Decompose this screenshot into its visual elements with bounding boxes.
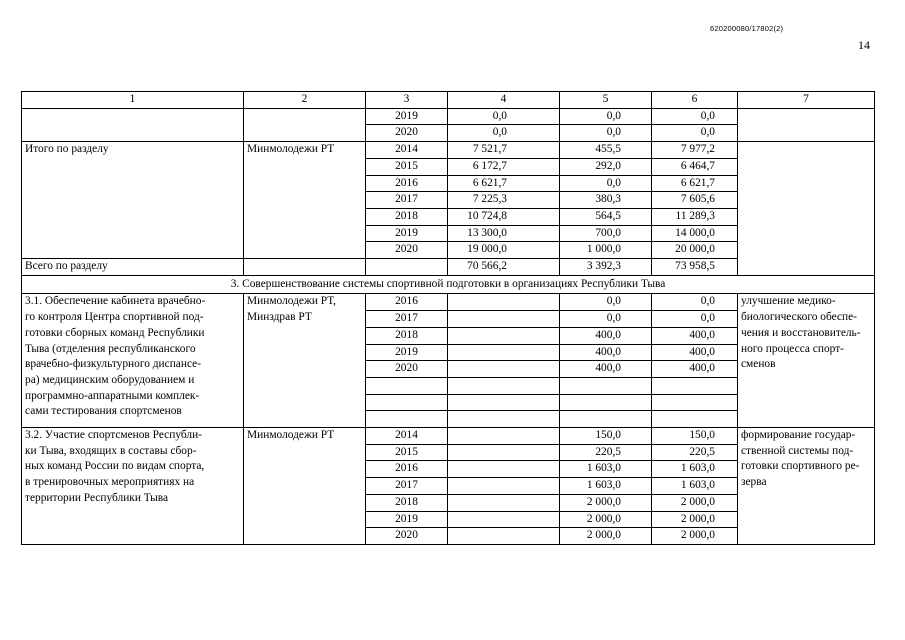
federal-budget-cell	[448, 411, 560, 428]
federal-budget-cell: 7 225,3	[448, 192, 560, 209]
measure-description	[22, 428, 244, 545]
executor-line: Минздрав РТ	[247, 311, 312, 324]
result-text-line: формирование государ-	[741, 429, 856, 442]
total-cell: 0,0	[652, 125, 738, 142]
republic-budget-cell: 2 000,0	[560, 528, 652, 545]
year-cell: 2017	[366, 311, 448, 328]
total-cell: 220,5	[652, 444, 738, 461]
year-cell: 2016	[366, 175, 448, 192]
table-row	[22, 294, 875, 311]
expected-result	[738, 428, 875, 545]
table-row	[22, 428, 875, 445]
year-cell: 2019	[366, 225, 448, 242]
year-cell: 2019	[366, 511, 448, 528]
republic-budget-cell: 400,0	[560, 344, 652, 361]
republic-budget-cell: 564,5	[560, 208, 652, 225]
total-cell: 20 000,0	[652, 242, 738, 259]
republic-budget-cell	[560, 394, 652, 411]
year-cell	[366, 411, 448, 428]
measure-text-line: территории Республики Тыва	[25, 491, 169, 504]
total-cell	[652, 377, 738, 394]
year-cell: 2018	[366, 494, 448, 511]
republic-budget-cell: 2 000,0	[560, 511, 652, 528]
year-cell: 2015	[366, 444, 448, 461]
column-header: 6	[652, 92, 738, 109]
result-text-line: готовки спортивного ре-	[741, 460, 860, 473]
year-cell: 2014	[366, 428, 448, 445]
year-cell: 2019	[366, 344, 448, 361]
measure-text-line: ки Тыва, входящих в составы сбор-	[25, 444, 197, 457]
total-cell: 400,0	[652, 327, 738, 344]
total-cell: 6 464,7	[652, 158, 738, 175]
federal-budget-cell	[448, 528, 560, 545]
federal-budget-cell	[448, 344, 560, 361]
column-header: 5	[560, 92, 652, 109]
year-cell: 2016	[366, 461, 448, 478]
measure-text-line: го контроля Центра спортивной под-	[25, 311, 204, 324]
republic-budget-cell: 455,5	[560, 142, 652, 159]
measure-text-line: ных команд России по видам спорта,	[25, 460, 205, 473]
year-cell: 2018	[366, 327, 448, 344]
total-cell	[652, 411, 738, 428]
budget-table	[21, 91, 875, 545]
measure-text-line: ра) медицинским оборудованием и	[25, 373, 195, 386]
empty-cell	[366, 259, 448, 276]
result-text-line: биологического обеспе-	[741, 311, 857, 324]
empty-cell	[22, 108, 244, 141]
federal-budget-cell	[448, 494, 560, 511]
column-header: 3	[366, 92, 448, 109]
total-cell: 2 000,0	[652, 511, 738, 528]
total-cell: 150,0	[652, 428, 738, 445]
republic-budget-cell: 700,0	[560, 225, 652, 242]
republic-budget-cell: 1 603,0	[560, 461, 652, 478]
year-cell: 2020	[366, 125, 448, 142]
year-cell: 2014	[366, 142, 448, 159]
table-row	[22, 108, 875, 125]
federal-budget-cell	[448, 511, 560, 528]
republic-budget-cell: 1 000,0	[560, 242, 652, 259]
total-cell: 0,0	[652, 108, 738, 125]
column-header: 4	[448, 92, 560, 109]
republic-budget-cell: 1 603,0	[560, 478, 652, 495]
federal-budget-cell	[448, 377, 560, 394]
year-cell	[366, 394, 448, 411]
republic-budget-cell	[560, 411, 652, 428]
year-cell: 2019	[366, 108, 448, 125]
federal-budget-cell	[448, 461, 560, 478]
republic-budget-cell: 292,0	[560, 158, 652, 175]
republic-budget-cell: 0,0	[560, 294, 652, 311]
column-header: 7	[738, 92, 875, 109]
republic-budget-cell: 400,0	[560, 361, 652, 378]
result-text-line: чения и восстановитель-	[741, 326, 861, 339]
result-text-line: улучшение медико-	[741, 295, 836, 308]
measure-text-line: сами тестирования спортсменов	[25, 405, 182, 418]
federal-budget-cell	[448, 428, 560, 445]
federal-budget-cell	[448, 294, 560, 311]
result-text-line: сменов	[741, 358, 776, 371]
federal-budget-cell	[448, 361, 560, 378]
grand-total-label: Всего по разделу	[22, 259, 244, 276]
executor-cell: Минмолодежи РТ	[244, 142, 366, 259]
federal-budget-cell: 7 521,7	[448, 142, 560, 159]
executor-line: Минмолодежи РТ	[247, 429, 335, 442]
total-cell: 400,0	[652, 344, 738, 361]
total-cell: 11 289,3	[652, 208, 738, 225]
empty-cell	[738, 142, 875, 276]
federal-budget-cell: 0,0	[448, 108, 560, 125]
year-cell: 2017	[366, 478, 448, 495]
section-title-row	[22, 275, 875, 294]
federal-budget-cell: 6 621,7	[448, 175, 560, 192]
year-cell: 2018	[366, 208, 448, 225]
measure-text-line: 3.1. Обеспечение кабинета врачебно-	[25, 295, 206, 308]
federal-budget-cell	[448, 478, 560, 495]
federal-budget-cell: 0,0	[448, 125, 560, 142]
republic-budget-cell: 380,3	[560, 192, 652, 209]
result-text-line: ного процесса спорт-	[741, 342, 844, 355]
result-text-line: ственной системы под-	[741, 444, 854, 457]
executor-cell	[244, 428, 366, 545]
republic-budget-cell: 0,0	[560, 125, 652, 142]
empty-cell	[244, 108, 366, 141]
column-header-row	[22, 92, 875, 109]
executor-line: Минмолодежи РТ,	[247, 295, 336, 308]
total-cell: 73 958,5	[652, 259, 738, 276]
section-title: 3. Совершенствование системы спортивной подготовки в организациях Республики Тыва	[22, 275, 875, 294]
total-cell: 1 603,0	[652, 478, 738, 495]
republic-budget-cell: 220,5	[560, 444, 652, 461]
republic-budget-cell: 3 392,3	[560, 259, 652, 276]
executor-cell	[244, 294, 366, 428]
column-header: 2	[244, 92, 366, 109]
document-code: 620200080/17802(2)	[710, 24, 784, 33]
year-cell: 2016	[366, 294, 448, 311]
federal-budget-cell	[448, 394, 560, 411]
column-header: 1	[22, 92, 244, 109]
total-cell: 0,0	[652, 311, 738, 328]
republic-budget-cell: 0,0	[560, 311, 652, 328]
republic-budget-cell	[560, 377, 652, 394]
year-cell: 2020	[366, 528, 448, 545]
year-cell: 2017	[366, 192, 448, 209]
empty-cell	[244, 259, 366, 276]
federal-budget-cell: 13 300,0	[448, 225, 560, 242]
measure-text-line: 3.2. Участие спортсменов Республи-	[25, 429, 202, 442]
total-cell: 0,0	[652, 294, 738, 311]
total-cell: 6 621,7	[652, 175, 738, 192]
federal-budget-cell: 6 172,7	[448, 158, 560, 175]
measure-text-line: готовки сборных команд Республики	[25, 326, 205, 339]
republic-budget-cell: 0,0	[560, 108, 652, 125]
year-cell: 2020	[366, 361, 448, 378]
total-cell: 7 605,6	[652, 192, 738, 209]
republic-budget-cell: 2 000,0	[560, 494, 652, 511]
federal-budget-cell	[448, 311, 560, 328]
total-cell: 400,0	[652, 361, 738, 378]
republic-budget-cell: 150,0	[560, 428, 652, 445]
year-cell: 2020	[366, 242, 448, 259]
empty-cell	[738, 108, 875, 141]
total-cell: 2 000,0	[652, 528, 738, 545]
federal-budget-cell: 10 724,8	[448, 208, 560, 225]
year-cell	[366, 377, 448, 394]
total-cell: 1 603,0	[652, 461, 738, 478]
federal-budget-cell: 19 000,0	[448, 242, 560, 259]
result-text-line: зерва	[741, 476, 767, 489]
total-cell	[652, 394, 738, 411]
measure-text-line: программно-аппаратными комплек-	[25, 389, 200, 402]
republic-budget-cell: 0,0	[560, 175, 652, 192]
measure-text-line: в тренировочных мероприятиях на	[25, 476, 195, 489]
measure-description	[22, 294, 244, 428]
total-cell: 7 977,2	[652, 142, 738, 159]
federal-budget-cell	[448, 444, 560, 461]
year-cell: 2015	[366, 158, 448, 175]
table-row	[22, 142, 875, 159]
total-cell: 2 000,0	[652, 494, 738, 511]
federal-budget-cell: 70 566,2	[448, 259, 560, 276]
federal-budget-cell	[448, 327, 560, 344]
measure-text-line: врачебно-физкультурного диспансе-	[25, 358, 202, 371]
republic-budget-cell: 400,0	[560, 327, 652, 344]
expected-result	[738, 294, 875, 428]
total-cell: 14 000,0	[652, 225, 738, 242]
page-number: 14	[858, 38, 870, 52]
measure-text-line: Тыва (отделения республиканского	[25, 342, 196, 355]
section-total-label: Итого по разделу	[22, 142, 244, 259]
